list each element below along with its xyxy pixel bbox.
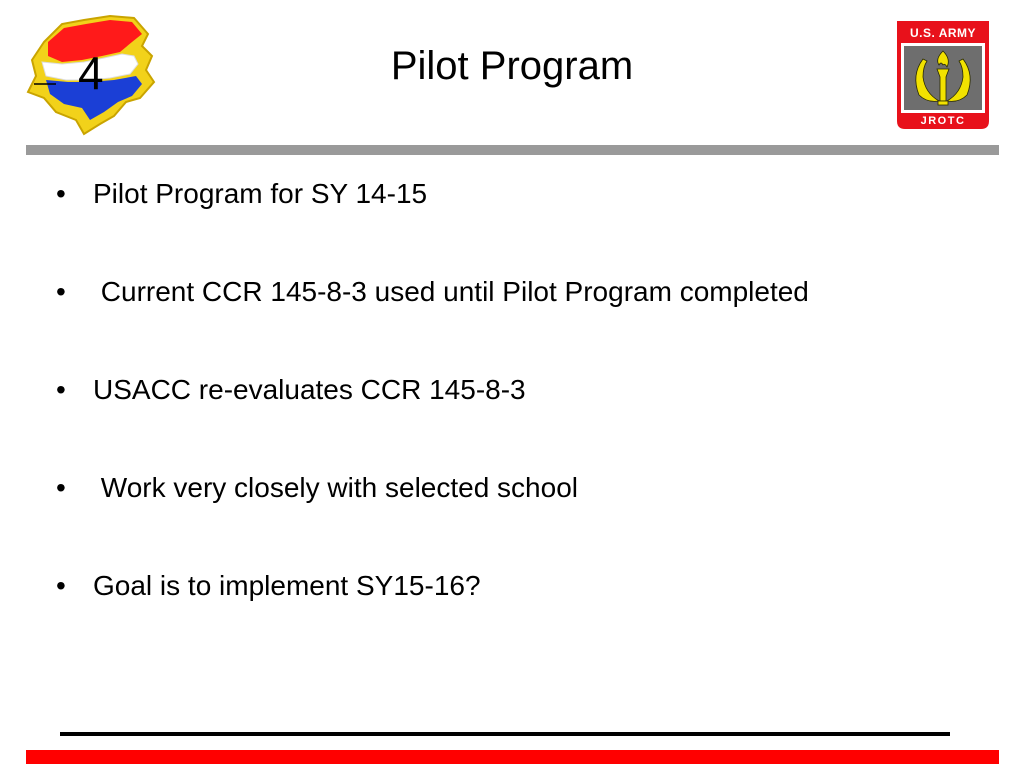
- list-item: [56, 468, 996, 566]
- bullet-glyph: •: [56, 178, 66, 209]
- bullet-text: Pilot Program for SY 14-15: [93, 178, 428, 209]
- list-item: [56, 370, 996, 468]
- badge-top-text: U.S. ARMY: [909, 26, 977, 40]
- badge-bottom-text: JROTC: [920, 115, 966, 127]
- state-map-logo-icon: [22, 12, 162, 137]
- list-item: [56, 566, 996, 664]
- header-divider: [26, 145, 999, 155]
- jrotc-badge-text: [893, 17, 993, 133]
- bullet-text: Goal is to implement SY15-16?: [93, 570, 481, 601]
- list-item: [56, 174, 996, 272]
- footer-line: [60, 732, 950, 736]
- bullet-glyph: •: [56, 374, 66, 405]
- bullet-list: [56, 174, 996, 664]
- bullet-glyph: •: [56, 472, 66, 503]
- jrotc-torch-shield-icon: [893, 17, 993, 133]
- bullet-glyph: •: [56, 570, 66, 601]
- bullet-text: Current CCR 145-8-3 used until Pilot Program completed: [93, 276, 809, 307]
- list-item: [56, 272, 996, 370]
- bullet-glyph: •: [56, 276, 66, 307]
- bullet-text: Work very closely with selected school: [93, 472, 578, 503]
- slide-title: Pilot Program: [390, 44, 634, 88]
- bullet-text: USACC re-evaluates CCR 145-8-3: [93, 374, 526, 405]
- logo-number: 4: [78, 47, 104, 99]
- footer-accent-bar: [26, 750, 999, 764]
